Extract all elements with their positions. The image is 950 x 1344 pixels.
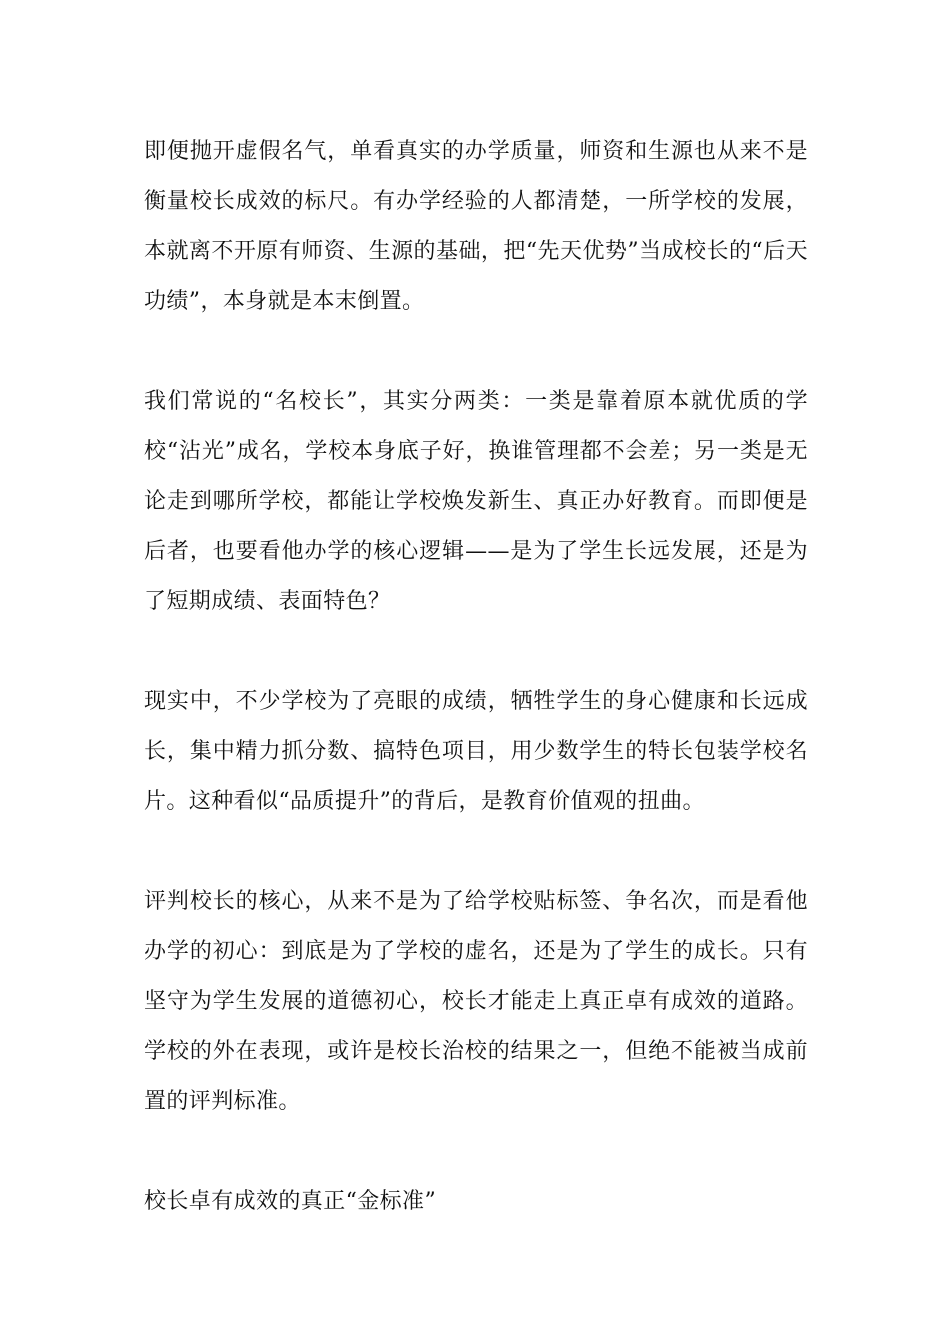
- paragraph-2: 我们常说的“名校长”，其实分两类：一类是靠着原本就优质的学校“沾光”成名，学校本身底子好，换谁管理都不会差；另一类是无论走到哪所学校，都能让学校焕发新生、真正办好教育。而即便是后者，也要看他办学的核心逻辑——是为了学生长远发展，还是为了短期成绩、表面特色？: [144, 389, 808, 614]
- paragraph-4: 评判校长的核心，从来不是为了给学校贴标签、争名次，而是看他办学的初心：到底是为了学校的虚名，还是为了学生的成长。只有坚守为学生发展的道德初心，校长才能走上真正卓有成效的道路。学校的外在表现，或许是校长治校的结果之一，但绝不能被当成前置的评判标准。: [144, 889, 808, 1114]
- section-heading: 校长卓有成效的真正“金标准”: [144, 1189, 437, 1214]
- paragraph-1: 即便抛开虚假名气，单看真实的办学质量，师资和生源也从来不是衡量校长成效的标尺。有办学经验的人都清楚，一所学校的发展，本就离不开原有师资、生源的基础，把“先天优势”当成校长的“后天功绩”，本身就是本末倒置。: [144, 139, 808, 314]
- document-body: [144, 127, 808, 1227]
- paragraph-3: 现实中，不少学校为了亮眼的成绩，牺牲学生的身心健康和长远成长，集中精力抓分数、搞特色项目，用少数学生的特长包装学校名片。这种看似“品质提升”的背后，是教育价值观的扭曲。: [144, 689, 808, 814]
